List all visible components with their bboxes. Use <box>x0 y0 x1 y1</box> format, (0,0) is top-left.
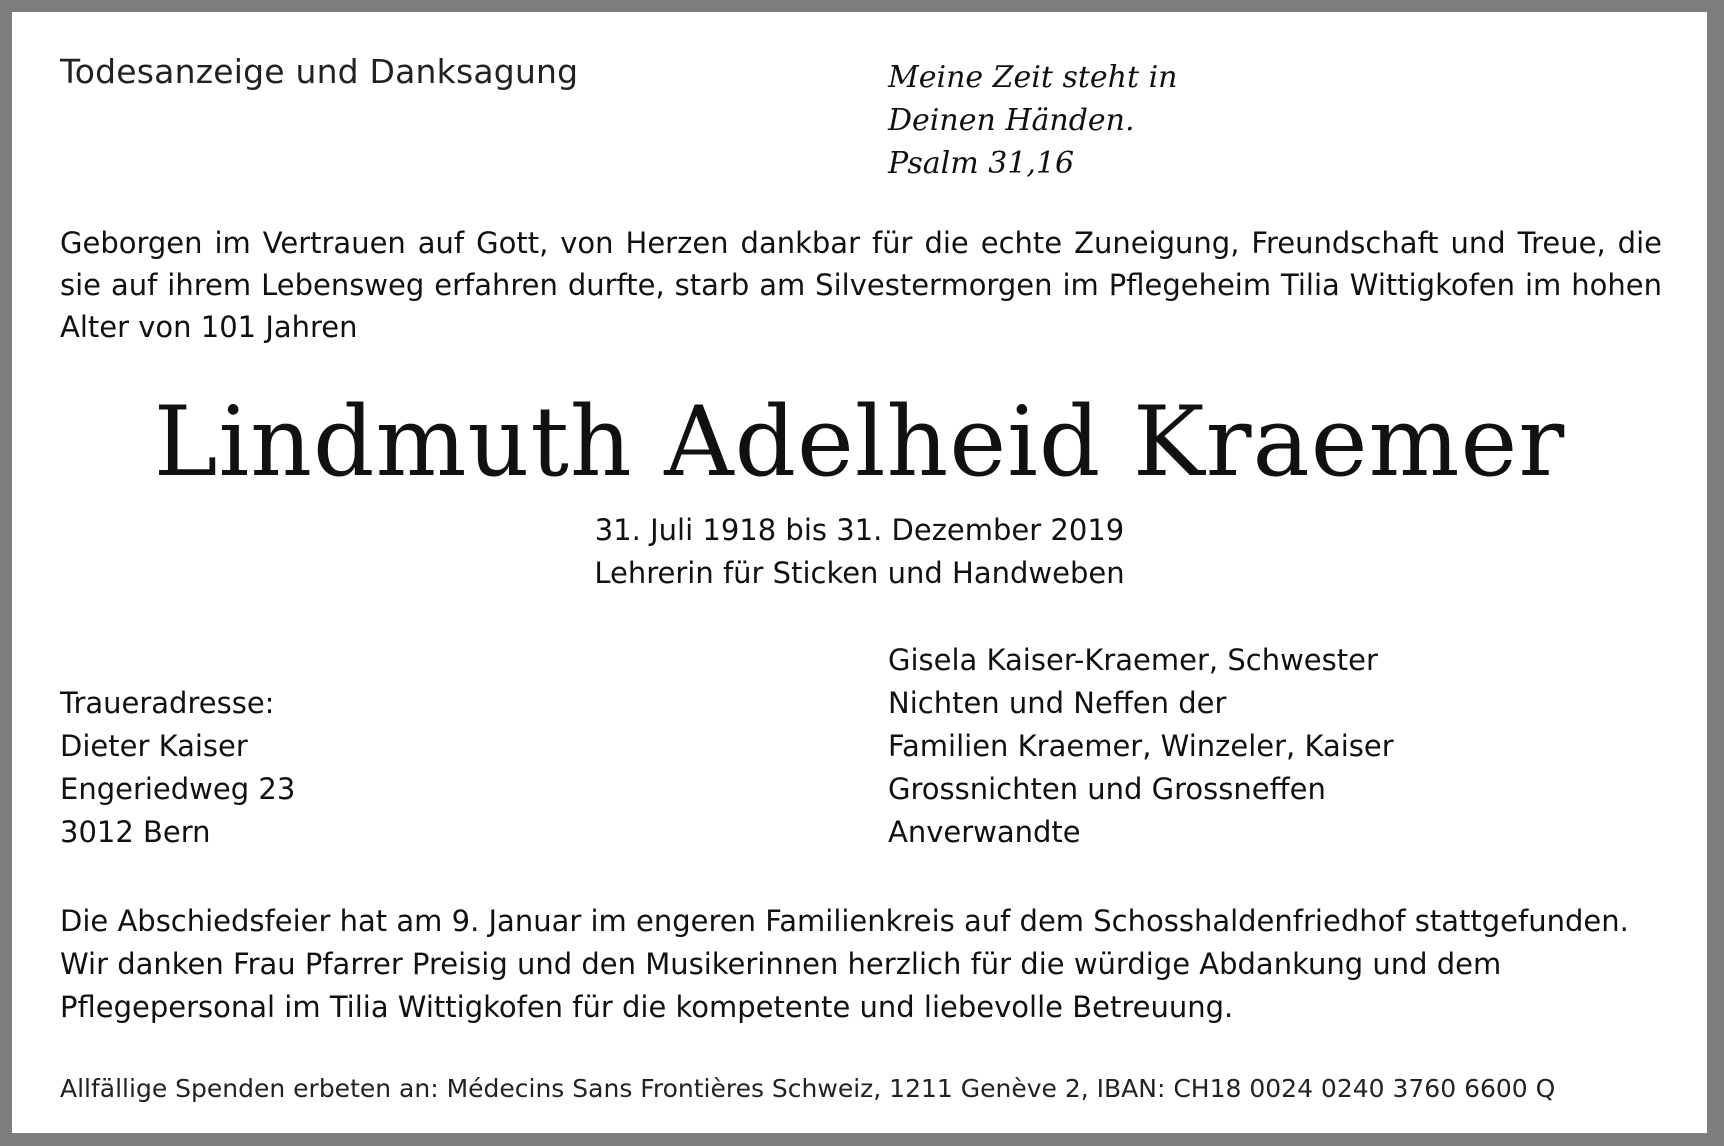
relative-line: Gisela Kaiser-Kraemer, Schwester <box>888 643 1378 677</box>
relative-line: Familien Kraemer, Winzeler, Kaiser <box>888 729 1394 763</box>
relative-line: Nichten und Neffen der <box>888 686 1227 720</box>
relative-line: Anverwandte <box>888 815 1081 849</box>
address-street: Engeriedweg 23 <box>60 772 296 806</box>
notice-heading: Todesanzeige und Danksagung <box>60 52 579 91</box>
quote-line: Meine Zeit steht in <box>888 60 1178 95</box>
quote-line: Deinen Händen. <box>888 103 1135 138</box>
donations-note: Allfällige Spenden erbeten an: Médecins Sans Frontières Schweiz, 1211 Genève 2, IBAN: CH18 0024 0240 3760 6600 Q <box>60 1074 1556 1103</box>
relative-line: Grossnichten und Grossneffen <box>888 772 1326 806</box>
address-label: Traueradresse: <box>60 686 275 720</box>
address-city: 3012 Bern <box>60 815 211 849</box>
address-name: Dieter Kaiser <box>60 729 248 763</box>
life-dates: 31. Juli 1918 bis 31. Dezember 2019 <box>594 513 1125 547</box>
bible-quote <box>888 56 1178 185</box>
relatives-list <box>888 639 1394 854</box>
deceased-name: Lindmuth Adelheid Kraemer <box>153 386 1566 498</box>
obituary-notice <box>12 12 1707 1133</box>
intro-paragraph: Geborgen im Vertrauen auf Gott, von Herzen dankbar für die echte Zuneigung, Freundschaft und Treue, die sie auf ihrem Lebensweg erfahren durfte, starb am Silvestermorgen im Pflegeheim Tilia Wittigkofen im hohen Alter von 101 Jahren <box>60 226 1662 344</box>
occupation: Lehrerin für Sticken und Handweben <box>594 556 1125 590</box>
deceased-details <box>12 509 1707 595</box>
quote-line: Psalm 31,16 <box>888 146 1075 181</box>
mourning-address <box>60 682 295 854</box>
farewell-paragraph: Die Abschiedsfeier hat am 9. Januar im engeren Familienkreis auf dem Schosshaldenfriedhof stattgefunden. Wir danken Frau Pfarrer Preisig und den Musikerinnen herzlich für die würdige Abdankung und dem Pflegepersonal im Tilia Wittigkofen für die kompetente und liebevolle Betreuung. <box>60 904 1629 1024</box>
